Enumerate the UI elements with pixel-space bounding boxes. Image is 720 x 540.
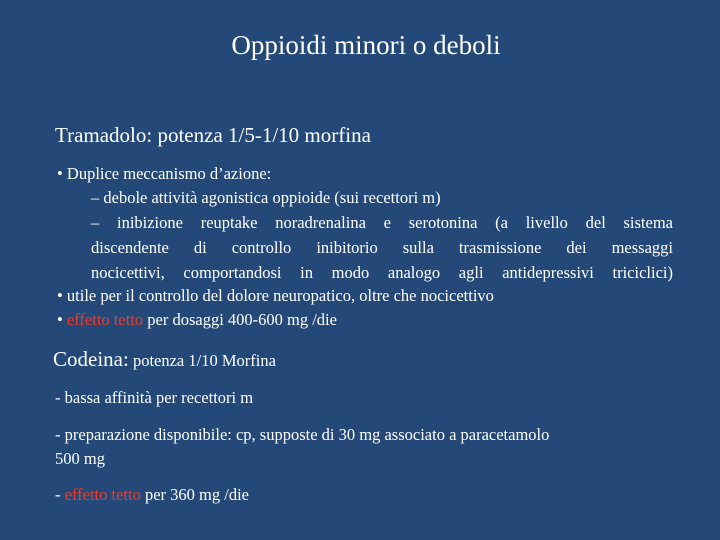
tramadolo-sub-reuptake-line-2: discendente di controllo inibitorio sulla trasmissione dei messaggi	[91, 238, 673, 257]
codeina-ceiling-effect	[55, 485, 249, 505]
line-prefix: -	[55, 485, 65, 504]
codeina-heading-main: Codeina:	[53, 347, 129, 371]
tramadolo-bullet-mechanism: • Duplice meccanismo d’azione:	[57, 164, 272, 183]
tramadolo-sub-reuptake-line-3: nocicettivi, comportandosi in modo analogo agli antidepressivi triciclici)	[91, 263, 673, 282]
ceiling-effect-dose: per 360 mg /die	[140, 485, 249, 504]
slide-title: Oppioidi minori o deboli	[231, 30, 501, 60]
codeina-heading	[53, 345, 276, 373]
ceiling-effect-dose: per dosaggi 400-600 mg /die	[143, 310, 337, 329]
codeina-preparation-line-1: - preparazione disponibile: cp, supposte di 30 mg associato a paracetamolo	[55, 425, 550, 444]
tramadolo-bullet-ceiling-effect	[57, 310, 337, 330]
ceiling-effect-highlight: effetto tetto	[64, 485, 141, 504]
tramadolo-sub-agonist: – debole attività agonistica oppioide (sui recettori m)	[91, 188, 441, 207]
codeina-preparation-line-2: 500 mg	[55, 449, 105, 468]
tramadolo-bullet-neuropathic: • utile per il controllo del dolore neuropatico, oltre che nocicettivo	[57, 286, 494, 305]
codeina-heading-detail: potenza 1/10 Morfina	[128, 351, 276, 370]
codeina-affinity: - bassa affinità per recettori m	[55, 388, 254, 407]
bullet-prefix: •	[57, 310, 67, 329]
ceiling-effect-highlight: effetto tetto	[66, 310, 144, 329]
tramadolo-sub-reuptake-line-1: – inibizione reuptake noradrenalina e serotonina (a livello del sistema	[91, 213, 673, 232]
tramadolo-heading: Tramadolo: potenza 1/5-1/10 morfina	[55, 123, 371, 147]
